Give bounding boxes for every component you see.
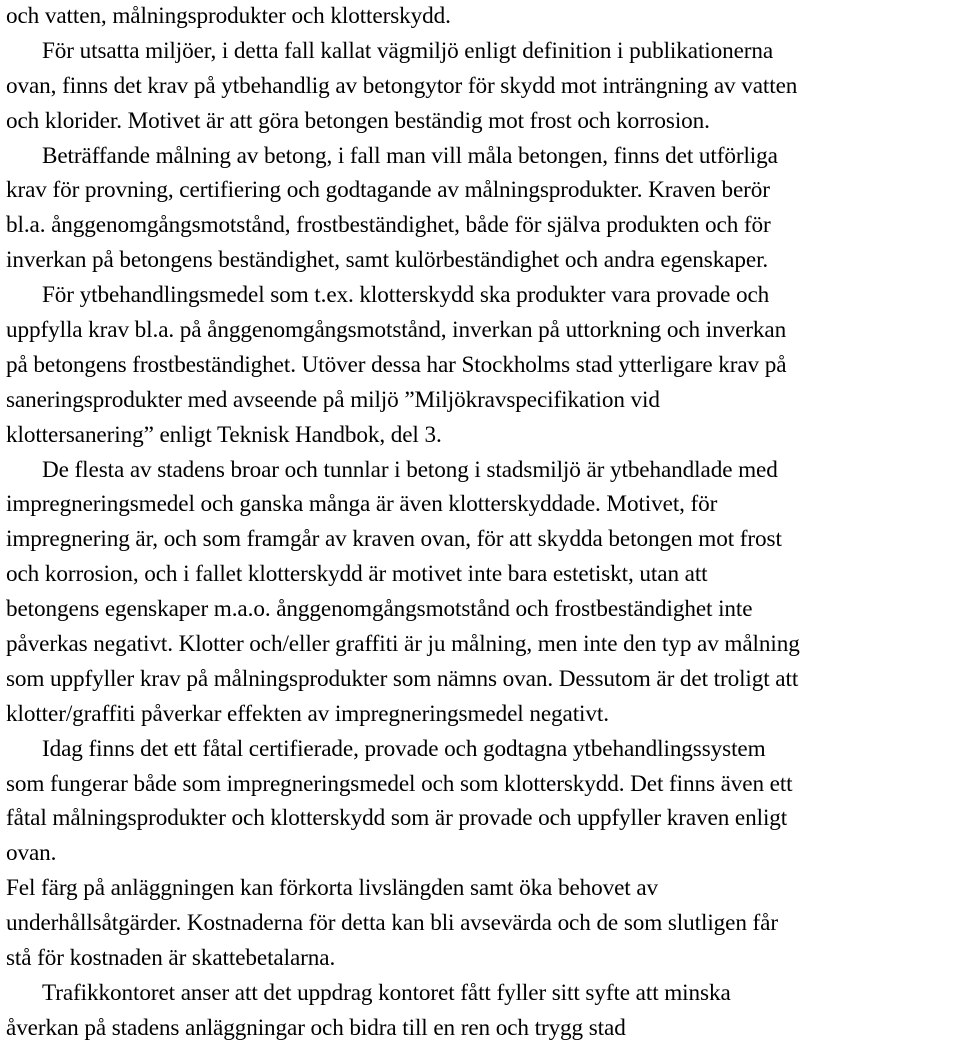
- text-line: Beträffande målning av betong, i fall man vill måla betongen, finns det utförliga: [42, 142, 778, 169]
- text-line: För ytbehandlingsmedel som t.ex. klotterskydd ska produkter vara provade och: [42, 282, 770, 309]
- text-line: på betongens frostbeständighet. Utöver dessa har Stockholms stad ytterligare krav på: [6, 351, 787, 378]
- text-line: uppfylla krav bl.a. på ånggenomgångsmotstånd, inverkan på uttorkning och inverkan: [6, 317, 787, 344]
- text-line: betongens egenskaper m.a.o. ånggenomgångsmotstånd och frostbeständighet inte: [6, 596, 753, 623]
- text-line: påverkas negativt. Klotter och/eller graffiti är ju målning, men inte den typ av målning: [6, 631, 800, 658]
- text-line: saneringsprodukter med avseende på miljö ”Miljökravspecifikation vid: [6, 386, 660, 413]
- text-line: som fungerar både som impregneringsmedel och som klotterskydd. Det finns även ett: [6, 770, 793, 797]
- text-line: bl.a. ånggenomgångsmotstånd, frostbeständighet, både för själva produkten och för: [6, 212, 771, 239]
- text-line: ovan, finns det krav på ytbehandlig av betongytor för skydd mot inträngning av vatten: [6, 72, 798, 99]
- document-body: [6, 0, 956, 1046]
- text-line: som uppfyller krav på målningsprodukter som nämns ovan. Dessutom är det troligt att: [6, 665, 799, 692]
- text-line: fåtal målningsprodukter och klotterskydd som är provade och uppfyller kraven enligt: [6, 805, 788, 832]
- text-line: och vatten, målningsprodukter och klotterskydd.: [6, 3, 451, 29]
- text-line: och klorider. Motivet är att göra betongen beständig mot frost och korrosion.: [6, 107, 710, 134]
- text-line: Idag finns det ett fåtal certifierade, provade och godtagna ytbehandlingssystem: [42, 735, 766, 762]
- text-line: underhållsåtgärder. Kostnaderna för detta kan bli avsevärda och de som slutligen får: [6, 910, 778, 937]
- text-line: klotter/graffiti påverkar effekten av impregneringsmedel negativt.: [6, 700, 609, 727]
- text-line: Fel färg på anläggningen kan förkorta livslängden samt öka behovet av: [6, 875, 659, 902]
- text-line: ovan.: [6, 840, 57, 867]
- text-line: De flesta av stadens broar och tunnlar i betong i stadsmiljö är ytbehandlade med: [42, 456, 778, 483]
- text-line: För utsatta miljöer, i detta fall kallat vägmiljö enligt definition i publikationerna: [42, 37, 774, 64]
- text-line: impregnering är, och som framgår av kraven ovan, för att skydda betongen mot frost: [6, 526, 782, 553]
- text-line: åverkan på stadens anläggningar och bidra till en ren och trygg stad: [6, 1014, 626, 1041]
- text-line: stå för kostnaden är skattebetalarna.: [6, 945, 336, 972]
- text-line: och korrosion, och i fallet klotterskydd är motivet inte bara estetiskt, utan att: [6, 561, 708, 588]
- text-line: krav för provning, certifiering och godtagande av målningsprodukter. Kraven berör: [6, 177, 770, 204]
- text-line: klottersanering” enligt Teknisk Handbok, del 3.: [6, 421, 442, 448]
- text-line: impregneringsmedel och ganska många är även klotterskyddade. Motivet, för: [6, 491, 718, 518]
- text-line: inverkan på betongens beständighet, samt kulörbeständighet och andra egenskaper.: [6, 247, 769, 274]
- text-line: Trafikkontoret anser att det uppdrag kontoret fått fyller sitt syfte att minska: [42, 979, 731, 1006]
